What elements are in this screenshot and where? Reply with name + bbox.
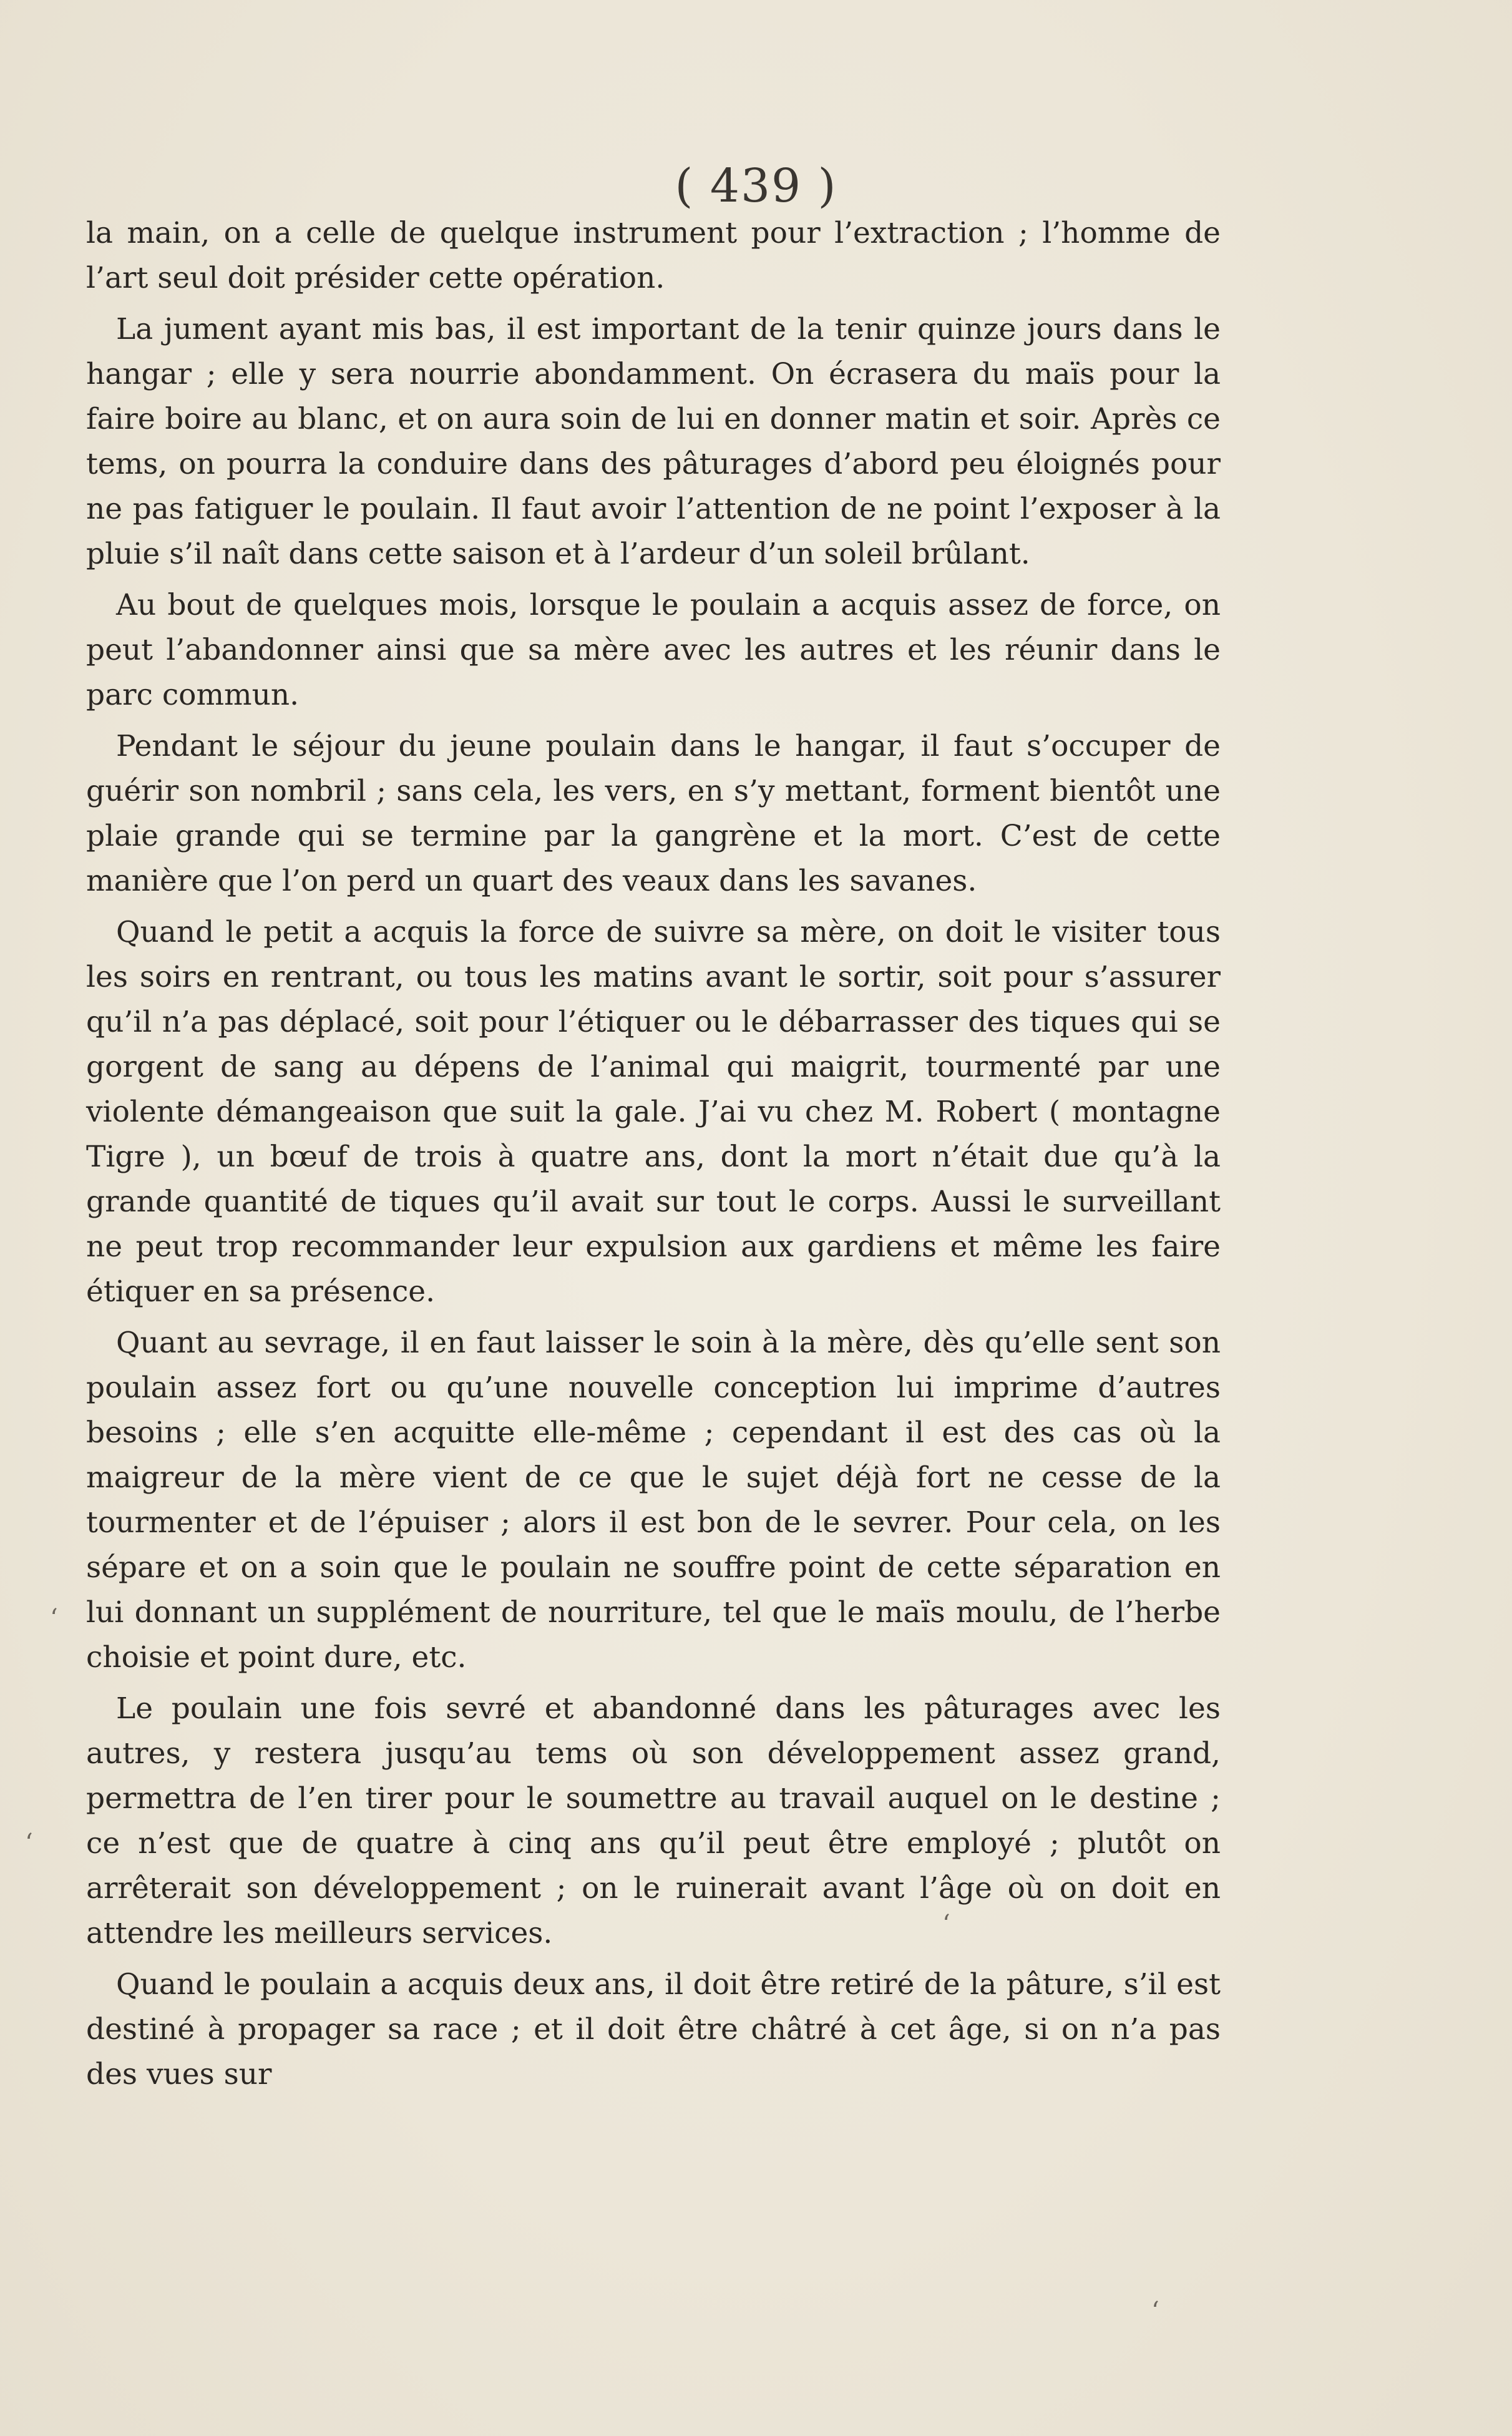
paragraph-4: Pendant le séjour du jeune poulain dans le hangar, il faut s’occuper de guérir son nombril ; sans cela, les vers, en s’y mettant, forment bientôt une plaie grande qui se termine par la gangrène et la mort. C’est de cette manière que l’on perd un quart des veaux dans les savanes. bbox=[86, 729, 1221, 898]
paragraph-8: Quand le poulain a acquis deux ans, il doit être retiré de la pâture, s’il est destiné à propager sa race ; et il doit être châtré à cet âge, si on n’a pas des vues sur bbox=[86, 1967, 1221, 2091]
paragraph-3: Au bout de quelques mois, lorsque le poulain a acquis assez de force, on peut l’abandonner ainsi que sa mère avec les autres et les réunir dans le parc commun. bbox=[86, 588, 1221, 712]
paragraph-5: Quand le petit a acquis la force de suivre sa mère, on doit le visiter tous les soirs en rentrant, ou tous les matins avant le sortir, soit pour s’assurer qu’il n’a pas déplacé, soit pour l’étiquer ou le débarrasser des tiques qui se gorgent de sang au dépens de l’animal qui maigrit, tourmenté par une violente démangeaison que suit la gale. J’ai vu chez M. Robert ( montagne Tigre ), un bœuf de trois à quatre ans, dont la mort n’était due qu’à la grande quantité de tiques qu’il avait sur tout le corps. Aussi le surveillant ne peut trop recommander leur expulsion aux gardiens et même les faire étiquer en sa présence. bbox=[86, 915, 1221, 1309]
paragraph-6: Quant au sevrage, il en faut laisser le soin à la mère, dès qu’elle sent son poulain assez fort ou qu’une nouvelle conception lui imprime d’autres besoins ; elle s’en acquitte elle-même ; cependant il est des cas où la maigreur de la mère vient de ce que le sujet déjà fort ne cesse de la tourmenter et de l’épuiser ; alors il est bon de le sevrer. Pour cela, on les sépare et on a soin que le poulain ne souffre point de cette séparation en lui donnant un supplément de nourriture, tel que le maïs moulu, de l’herbe choisie et point dure, etc. bbox=[86, 1326, 1221, 1675]
paragraph-2: La jument ayant mis bas, il est important de la tenir quinze jours dans le hangar ; elle y sera nourrie abondamment. On écrasera du maïs pour la faire boire au blanc, et on aura soin de lui en donner matin et soir. Après ce tems, on pourra la conduire dans des pâturages d’abord peu éloignés pour ne pas fatiguer le poulain. Il faut avoir l’attention de ne point l’exposer à la pluie s’il naît dans cette saison et à l’ardeur d’un soleil brûlant. bbox=[86, 312, 1221, 571]
margin-speck: ‘ bbox=[942, 1910, 950, 1939]
paragraph-1: la main, on a celle de quelque instrument pour l’extraction ; l’homme de l’art seul doit présider cette opération. bbox=[86, 216, 1221, 295]
margin-speck: ‘ bbox=[25, 1829, 33, 1857]
margin-speck: ‘ bbox=[1151, 2297, 1159, 2326]
margin-speck: ‘ bbox=[50, 1604, 58, 1633]
paragraph-7: Le poulain une fois sevré et abandonné dans les pâturages avec les autres, y restera jusqu’au tems où son développement assez grand, permettra de l’en tirer pour le soumettre au travail auquel on le destine ; ce n’est que de quatre à cinq ans qu’il peut être employé ; plutôt on arrêterait son développement ; on le ruinerait avant l’âge où on doit en attendre les meilleurs services. bbox=[86, 1691, 1221, 1950]
page-number: ( 439 ) bbox=[675, 159, 837, 213]
body-text bbox=[86, 211, 1221, 2103]
